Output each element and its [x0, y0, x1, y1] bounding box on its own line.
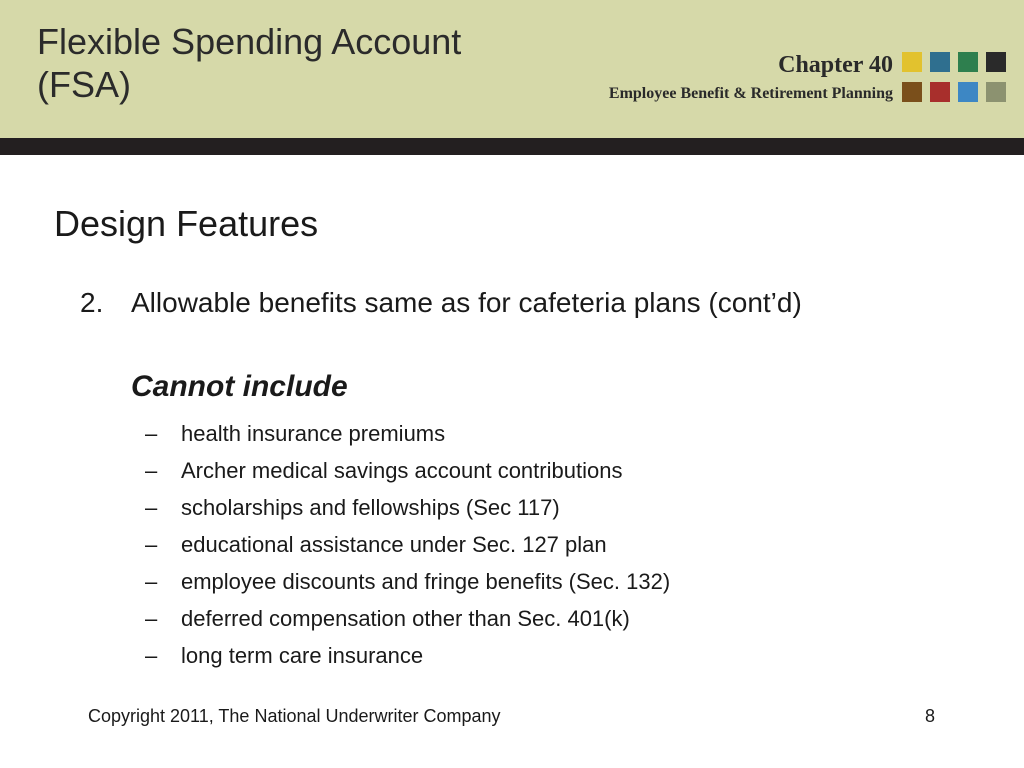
swatch-1 [902, 52, 922, 72]
dash-bullet: – [145, 458, 158, 483]
cannot-include-heading: Cannot include [131, 370, 348, 403]
dash-bullet: – [145, 532, 158, 557]
item-text: Allowable benefits same as for cafeteria plans (cont’d) [131, 287, 802, 318]
list-item-text: employee discounts and fringe benefits (Sec. 132) [181, 569, 671, 594]
swatch-7 [958, 82, 978, 102]
dash-bullet: – [145, 643, 158, 668]
list-item-text: Archer medical savings account contributions [181, 458, 623, 483]
color-swatch-logo [902, 52, 1006, 104]
swatch-6 [930, 82, 950, 102]
swatch-2 [930, 52, 950, 72]
section-heading: Design Features [54, 203, 319, 244]
swatch-4 [986, 52, 1006, 72]
slide-title-line-1: Flexible Spending Account [37, 21, 462, 62]
dash-bullet: – [145, 606, 158, 631]
list-item-text: health insurance premiums [181, 421, 446, 446]
swatch-5 [902, 82, 922, 102]
slide-title-line-2: (FSA) [37, 64, 131, 105]
slide-title [37, 20, 517, 106]
swatch-3 [958, 52, 978, 72]
dash-bullet: – [145, 495, 158, 520]
chapter-label: Chapter 40 [778, 52, 893, 78]
page-number: 8 [925, 706, 936, 726]
header-divider [0, 138, 1024, 155]
dash-bullet: – [145, 569, 158, 594]
item-number: 2. [80, 287, 104, 318]
list-item-text: scholarships and fellowships (Sec 117) [181, 495, 560, 520]
swatch-8 [986, 82, 1006, 102]
list-item-text: educational assistance under Sec. 127 plan [181, 532, 607, 557]
dash-bullet: – [145, 421, 158, 446]
course-label: Employee Benefit & Retirement Planning [608, 85, 893, 102]
list-item-text: deferred compensation other than Sec. 401(k) [181, 606, 630, 631]
list-item-text: long term care insurance [181, 643, 424, 668]
footer-copyright: Copyright 2011, The National Underwriter Company [88, 706, 501, 726]
